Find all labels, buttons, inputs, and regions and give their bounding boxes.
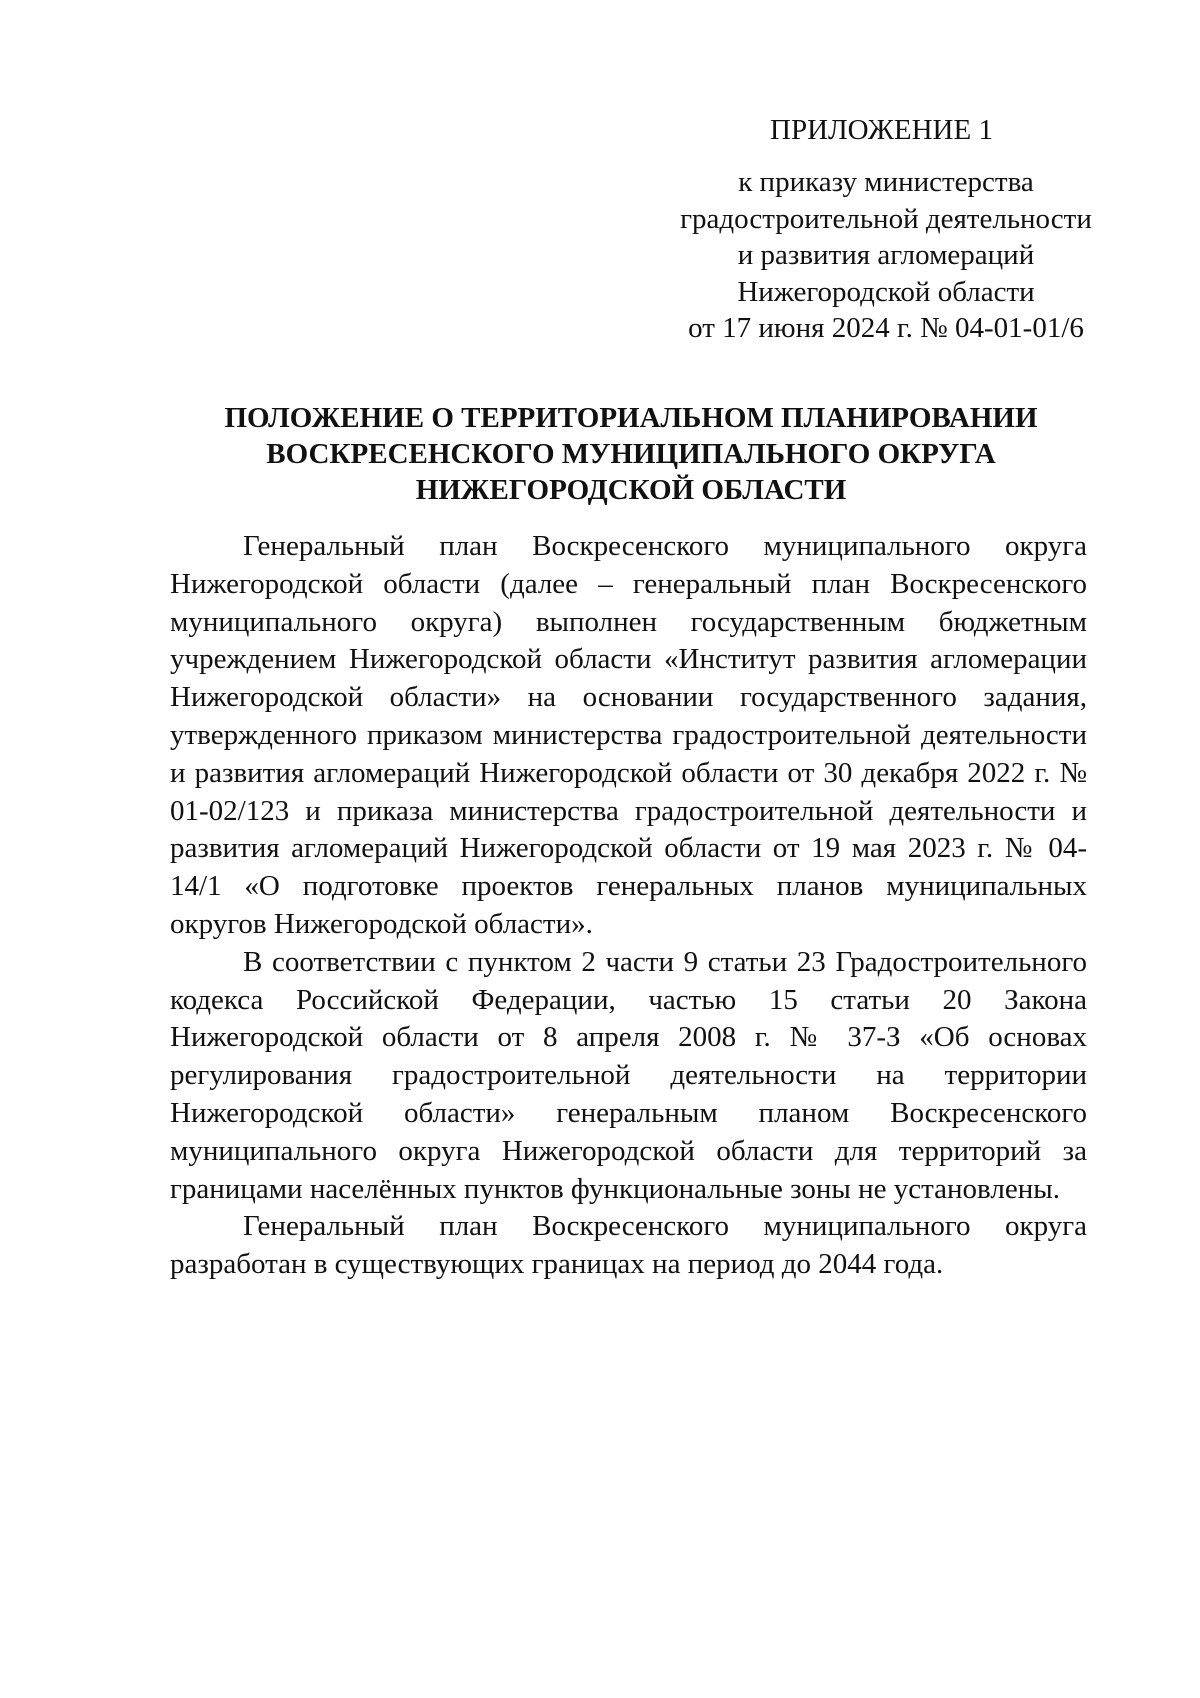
document-title-line: ПОЛОЖЕНИЕ О ТЕРРИТОРИАЛЬНОМ ПЛАНИРОВАНИИ [224,402,1038,434]
document-body [170,528,1087,1284]
document-title [168,400,1094,508]
document-title-line: НИЖЕГОРОДСКОЙ ОБЛАСТИ [415,474,847,506]
body-paragraph: Генеральный план Воскресенского муниципального округа Нижегородской области (далее – генеральный план Воскресенского муниципального округа) выполнен государственным бюджетным учреждением Нижегородской области «Институт развития агломерации Нижегородской области» на основании государственного задания, утвержденного приказом министерства градостроительной деятельности и развития агломераций Нижегородской области от 30 декабря 2022 г. № 01-02/123 и приказа министерства градостроительной деятельности и развития агломераций Нижегородской области от 19 мая 2023 г. № 04-14/1 «О подготовке проектов генеральных планов муниципальных округов Нижегородской области». [170,530,1087,940]
appendix-title: ПРИЛОЖЕНИЕ 1 [770,114,993,146]
appendix-reference-line: Нижегородской области [737,275,1035,308]
appendix-reference-line: и развития агломераций [737,239,1035,271]
appendix-reference-line: градостроительной деятельности [680,202,1092,235]
document-title-line: ВОСКРЕСЕНСКОГО МУНИЦИПАЛЬНОГО ОКРУГА [266,438,996,470]
appendix-reference-line: к приказу министерства [738,166,1034,198]
appendix-reference-line: от 17 июня 2024 г. № 04-01-01/6 [688,312,1084,344]
body-paragraph: Генеральный план Воскресенского муниципального округа разработан в существующих границах на период до 2044 года. [170,1210,1087,1281]
body-paragraph: В соответствии с пунктом 2 части 9 статьи 23 Градостроительного кодекса Российской Федерации, частью 15 статьи 20 Закона Нижегородской области от 8 апреля 2008 г. № 37-З «Об основах регулирования градостроительной деятельности на территории Нижегородской области» генеральным планом Воскресенского муниципального округа Нижегородской области для территорий за границами населённых пунктов функциональные зоны не установлены. [170,945,1087,1205]
appendix-reference [676,164,1096,347]
